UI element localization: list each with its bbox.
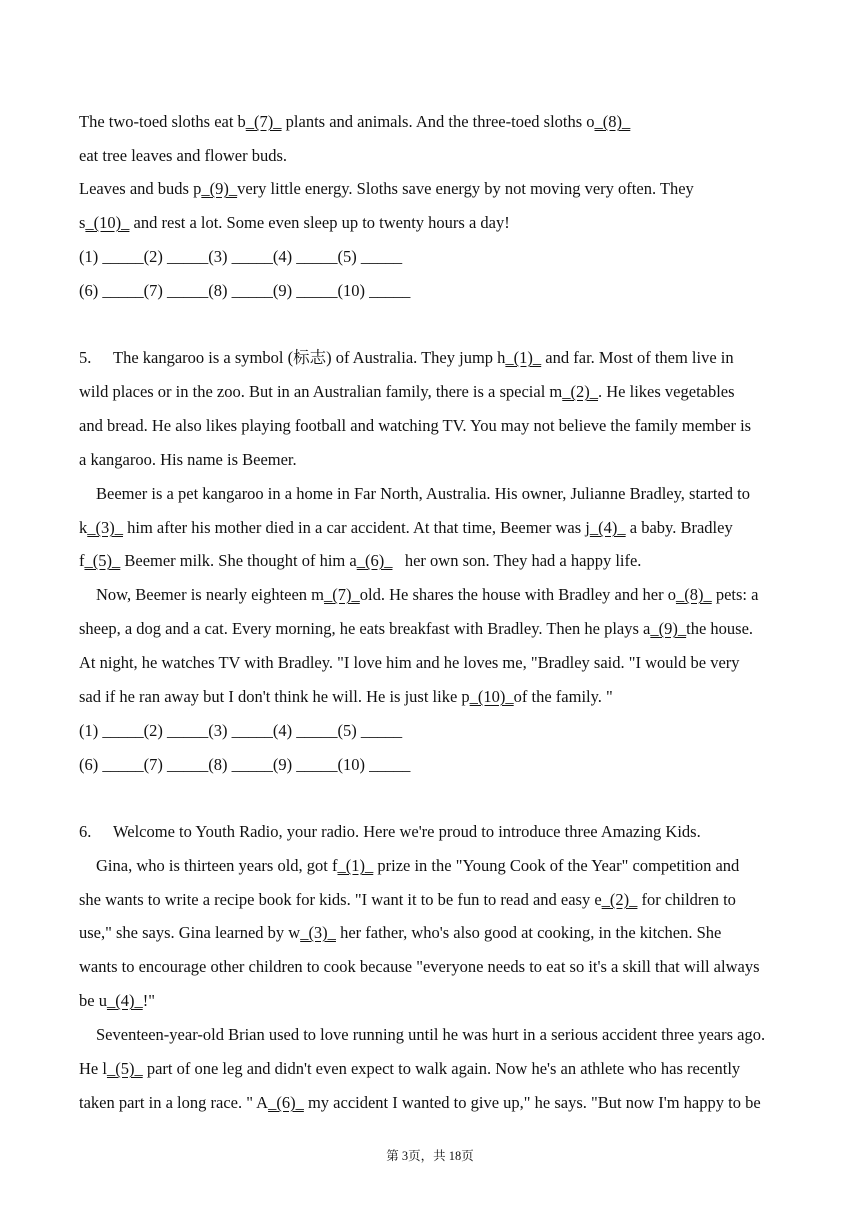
text-line: be u_(4)_!": [79, 991, 155, 1010]
text-line: s_(10)_ and rest a lot. Some even sleep up to twenty hours a day!: [79, 213, 510, 232]
text-line: Beemer is a pet kangaroo in a home in Far North, Australia. His owner, Julianne Bradley, started to: [96, 484, 750, 503]
answer-line: (6) _____(7) _____(8) _____(9) _____(10) _____: [79, 281, 411, 300]
text-line: The two-toed sloths eat b_(7)_ plants and animals. And the three-toed sloths o_(8)_: [79, 112, 631, 131]
text-line: and bread. He also likes playing football and watching TV. You may not believe the family member is: [79, 416, 752, 435]
text-line: Gina, who is thirteen years old, got f_(1)_ prize in the "Young Cook of the Year" competition and: [96, 856, 740, 875]
text-line: He l_(5)_ part of one leg and didn't even expect to walk again. Now he's an athlete who has recently: [79, 1059, 741, 1078]
text-line: a kangaroo. His name is Beemer.: [79, 450, 297, 469]
page-footer: 第 3页，共 18页: [386, 1149, 474, 1163]
text-line: sad if he ran away but I don't think he will. He is just like p_(10)_of the family. ": [79, 687, 613, 706]
text-line: At night, he watches TV with Bradley. "I love him and he loves me, "Bradley said. "I would be very: [79, 653, 740, 672]
text-line: use," she says. Gina learned by w_(3)_ her father, who's also good at cooking, in the kitchen. She: [79, 923, 722, 942]
text-line: she wants to write a recipe book for kids. "I want it to be fun to read and easy e_(2)_ for children to: [79, 890, 736, 909]
answer-line: (6) _____(7) _____(8) _____(9) _____(10) _____: [79, 755, 411, 774]
question-number: 6.: [79, 822, 92, 841]
text-line: sheep, a dog and a cat. Every morning, he eats breakfast with Bradley. Then he plays a_(9)_the house.: [79, 619, 754, 638]
text-line: 5. The kangaroo is a symbol (标志) of Australia. They jump h_(1)_ and far. Most of them live in: [79, 348, 734, 367]
text-line: wild places or in the zoo. But in an Australian family, there is a special m_(2)_. He likes vegetables: [79, 382, 735, 401]
text-line: taken part in a long race. " A_(6)_ my accident I wanted to give up," he says. "But now I'm happy to be: [79, 1093, 761, 1112]
text-line: Seventeen-year-old Brian used to love running until he was hurt in a serious accident three years ago.: [96, 1025, 766, 1044]
answer-line: (1) _____(2) _____(3) _____(4) _____(5) _____: [79, 721, 403, 740]
text-line: eat tree leaves and flower buds.: [79, 146, 287, 165]
text-line: Leaves and buds p_(9)_very little energy. Sloths save energy by not moving very often. They: [79, 179, 694, 198]
question-number: 5.: [79, 348, 92, 367]
text-line: wants to encourage other children to cook because "everyone needs to eat so it's a skill that will always: [79, 957, 760, 976]
text-line: 6. Welcome to Youth Radio, your radio. Here we're proud to introduce three Amazing Kids.: [79, 822, 701, 841]
text-line: f_(5)_ Beemer milk. She thought of him a_(6)_ her own son. They had a happy life.: [79, 551, 642, 570]
text-line: Now, Beemer is nearly eighteen m_(7)_old. He shares the house with Bradley and her o_(8)_ pets: a: [96, 585, 759, 604]
text-line: k_(3)_ him after his mother died in a car accident. At that time, Beemer was j_(4)_ a baby. Bradley: [79, 518, 733, 537]
answer-line: (1) _____(2) _____(3) _____(4) _____(5) _____: [79, 247, 403, 266]
